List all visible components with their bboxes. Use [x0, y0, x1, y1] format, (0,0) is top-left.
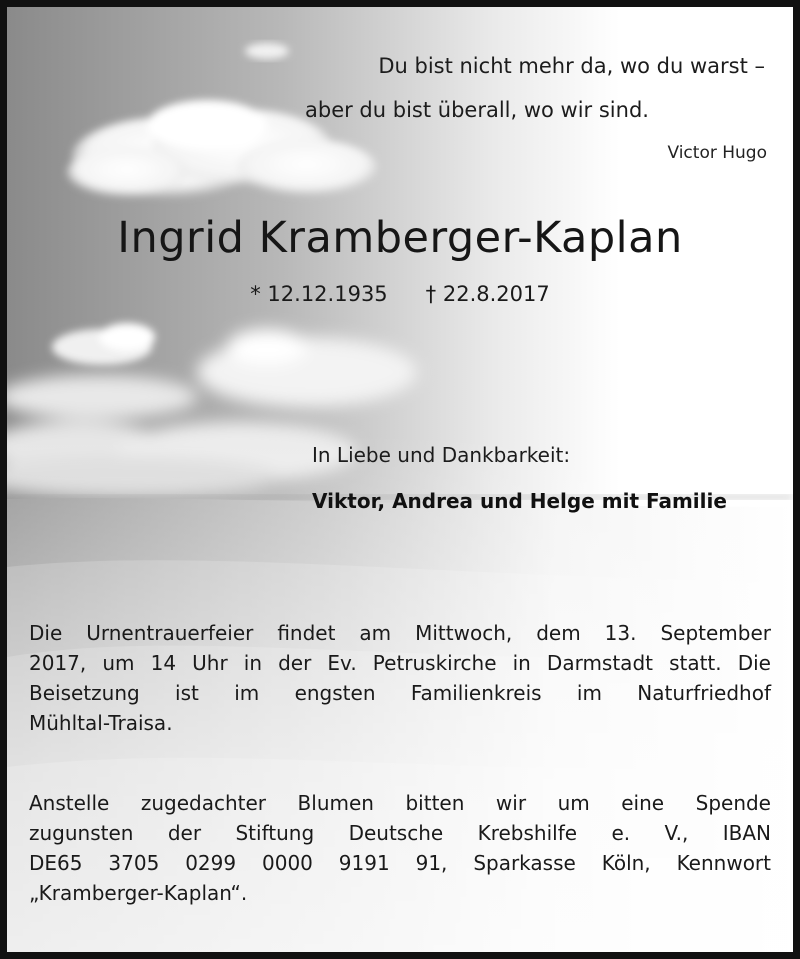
quote-line-2: aber du bist überall, wo wir sind. — [305, 98, 649, 122]
donation-line: „Kramberger-Kaplan“. — [29, 881, 248, 905]
donation-paragraph — [29, 788, 771, 908]
donation-line: zugunsten der Stiftung Deutsche Krebshilfe e. V., IBAN — [29, 821, 771, 845]
ceremony-line: Beisetzung ist im engsten Familienkreis im Naturfriedhof — [29, 681, 771, 705]
life-dates — [7, 282, 793, 306]
ceremony-paragraph — [29, 618, 771, 738]
ceremony-line: Mühltal-Traisa. — [29, 711, 173, 735]
deceased-name: Ingrid Kramberger-Kaplan — [117, 213, 683, 263]
ceremony-line: 2017, um 14 Uhr in der Ev. Petruskirche in Darmstadt statt. Die — [29, 651, 771, 675]
quote-line-1: Du bist nicht mehr da, wo du warst – — [378, 54, 765, 78]
birth-date: * 12.12.1935 — [250, 282, 388, 306]
donation-line: Anstelle zugedachter Blumen bitten wir um eine Spende — [29, 791, 771, 815]
death-date: † 22.8.2017 — [425, 282, 550, 306]
quote-author: Victor Hugo — [667, 143, 767, 163]
mourners-names: Viktor, Andrea und Helge mit Familie — [312, 489, 727, 513]
donation-line: DE65 3705 0299 0000 9191 91, Sparkasse Köln, Kennwort — [29, 851, 771, 875]
ceremony-line: Die Urnentrauerfeier findet am Mittwoch, dem 13. September — [29, 621, 771, 645]
mourners-intro: In Liebe und Dankbarkeit: — [312, 443, 571, 467]
